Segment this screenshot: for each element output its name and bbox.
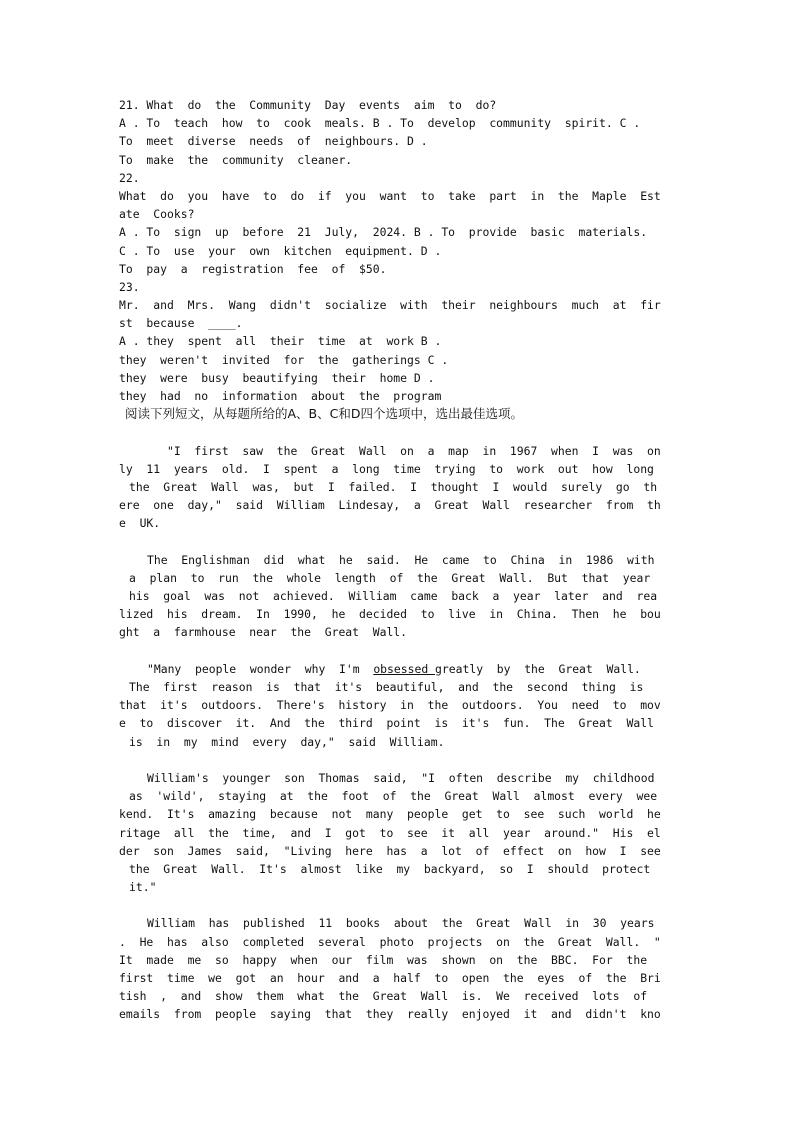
paragraph-text: "Many people wonder why I'm bbox=[147, 661, 374, 676]
paragraph-line: e to discover it. And the third point is it's fun. The Great Wall bbox=[119, 716, 654, 731]
paragraph-line: der son James said, "Living here has a lot of effect on how I see bbox=[119, 843, 661, 858]
reading-instruction: 阅读下列短文，从每题所给的A、B、C和D四个选项中，选出最佳选项。 bbox=[125, 406, 523, 422]
question-22-stem: What do you have to do if you want to take part in the Maple Est bbox=[119, 188, 661, 203]
paragraph-line: the Great Wall. It's almost like my backyard, so I should protect bbox=[129, 861, 651, 876]
question-23-options-line: they had no information about the program bbox=[119, 389, 442, 403]
question-23 bbox=[119, 278, 675, 405]
paragraph-line: William's younger son Thomas said, "I often describe my childhood bbox=[147, 770, 655, 785]
spacer bbox=[119, 751, 675, 769]
question-22-stem: ate Cooks? bbox=[119, 207, 195, 222]
passage-paragraph-4 bbox=[119, 769, 675, 896]
paragraph-line: as 'wild', staying at the foot of the Great Wall almost every wee bbox=[129, 789, 658, 804]
document-page bbox=[119, 96, 675, 1024]
question-21-options-line: To make the community cleaner. bbox=[119, 152, 353, 167]
question-22-number: 22. bbox=[119, 170, 140, 185]
paragraph-line: his goal was not achieved. William came back a year later and rea bbox=[129, 589, 658, 604]
question-22-options-line: To pay a registration fee of $50. bbox=[119, 261, 387, 276]
question-23-options-line: they were busy beautifying their home D . bbox=[119, 370, 435, 385]
paragraph-line: William has published 11 books about the Great Wall in 30 years bbox=[147, 916, 655, 931]
question-21-stem: 21. What do the Community Day events aim to do? bbox=[119, 98, 497, 112]
spacer bbox=[119, 642, 675, 660]
question-23-number: 23. bbox=[119, 279, 140, 294]
passage-paragraph-2 bbox=[119, 551, 675, 642]
paragraph-line: ere one day," said William Lindesay, a Great Wall researcher from th bbox=[119, 498, 661, 513]
spacer bbox=[119, 423, 675, 441]
paragraph-line bbox=[119, 660, 675, 678]
question-22-options-line: A . To sign up before 21 July, 2024. B . To provide basic materials. bbox=[119, 225, 648, 240]
paragraph-line: tish , and show them what the Great Wall is. We received lots of bbox=[119, 989, 648, 1004]
paragraph-line: The Englishman did what he said. He came to China in 1986 with bbox=[147, 552, 655, 567]
question-22 bbox=[119, 169, 675, 278]
paragraph-line: that it's outdoors. There's history in the outdoors. You need to mov bbox=[119, 698, 661, 713]
question-23-options-line: A . they spent all their time at work B . bbox=[119, 334, 442, 349]
question-21-options-line: A . To teach how to cook meals. B . To develop community spirit. C . bbox=[119, 116, 641, 131]
paragraph-line: ly 11 years old. I spent a long time trying to work out how long bbox=[119, 461, 654, 476]
question-22-options-line: C . To use your own kitchen equipment. D . bbox=[119, 243, 442, 258]
passage-paragraph-3 bbox=[119, 660, 675, 751]
paragraph-line: e UK. bbox=[119, 516, 161, 531]
paragraph-line: kend. It's amazing because not many people get to see such world he bbox=[119, 807, 661, 822]
passage-paragraph-5 bbox=[119, 914, 675, 1023]
paragraph-line: The first reason is that it's beautiful, and the second thing is bbox=[129, 680, 644, 694]
paragraph-line: emails from people saying that they really enjoyed it and didn't kno bbox=[119, 1007, 661, 1022]
question-23-stem: Mr. and Mrs. Wang didn't socialize with their neighbours much at fir bbox=[119, 298, 661, 313]
paragraph-line: is in my mind every day," said William. bbox=[129, 734, 445, 749]
paragraph-line: . He has also completed several photo projects on the Great Wall. " bbox=[119, 934, 661, 949]
paragraph-line: ght a farmhouse near the Great Wall. bbox=[119, 625, 408, 640]
question-23-options-line: they weren't invited for the gatherings C . bbox=[119, 352, 449, 367]
paragraph-line: "I first saw the Great Wall on a map in 1967 when I was on bbox=[167, 443, 661, 458]
paragraph-line: a plan to run the whole length of the Great Wall. But that year bbox=[129, 570, 651, 585]
paragraph-line: it." bbox=[129, 880, 157, 895]
question-21 bbox=[119, 96, 675, 169]
paragraph-line: the Great Wall was, but I failed. I thought I would surely go th bbox=[129, 479, 658, 494]
underlined-word-obsessed: obsessed bbox=[373, 661, 436, 676]
paragraph-line: lized his dream. In 1990, he decided to live in China. Then he bou bbox=[119, 607, 661, 622]
passage-paragraph-1 bbox=[119, 442, 675, 533]
spacer bbox=[119, 896, 675, 914]
question-23-stem: st because ____. bbox=[119, 316, 243, 331]
paragraph-text: greatly by the Great Wall. bbox=[435, 661, 641, 676]
paragraph-line: It made me so happy when our film was shown on the BBC. For the bbox=[119, 952, 648, 967]
spacer bbox=[119, 533, 675, 551]
paragraph-line: first time we got an hour and a half to open the eyes of the Bri bbox=[119, 971, 661, 985]
paragraph-line: ritage all the time, and I got to see it all year around." His el bbox=[119, 825, 661, 840]
question-21-options-line: To meet diverse needs of neighbours. D . bbox=[119, 134, 428, 149]
